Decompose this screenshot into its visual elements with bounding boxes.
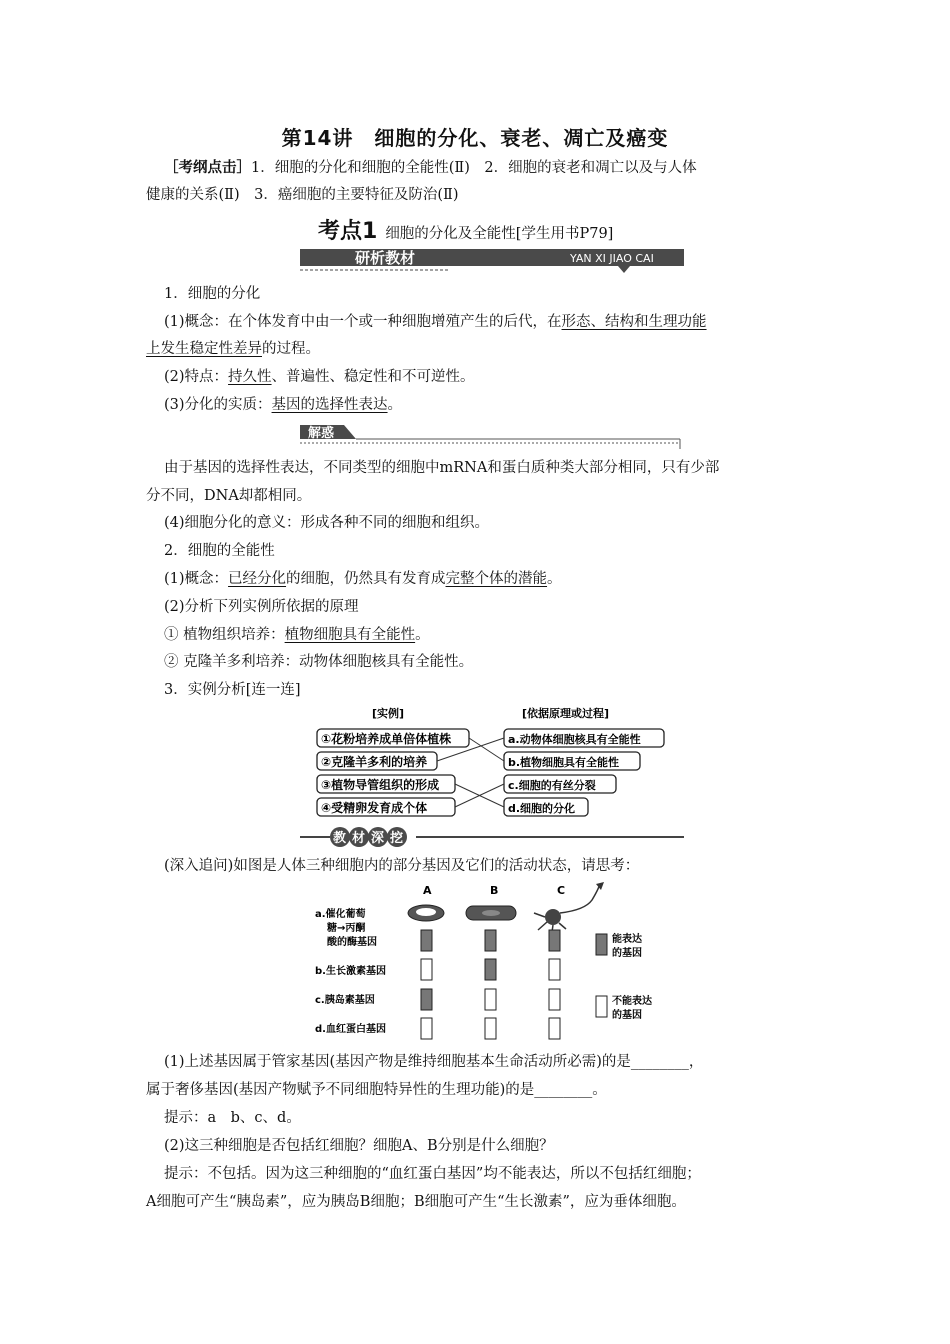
jiehuo-label: 解惑	[308, 426, 335, 441]
sec1-concept-underline-1: 形态、结构和生理功能	[561, 314, 707, 330]
question-1-line1: (1)上述基因属于管家基因(基因产物是维持细胞基本生命活动所必需)的是________，	[164, 1054, 704, 1070]
legend-on-line2: 的基因	[612, 948, 642, 959]
sec2-example-1-end: 。	[415, 627, 430, 643]
jcwj-char-2: 材	[352, 831, 366, 846]
deep-intro: (深入追问)如图是人体三种细胞内的部分基因及它们的活动状态，请思考：	[164, 858, 640, 874]
sec1-feature-label: (2)特点：	[164, 369, 229, 385]
question-1-line2: 属于奢侈基因(基因产物赋予不同细胞特异性的生理功能)的是________。	[146, 1082, 607, 1098]
matching-right-header: [依据原理或过程]	[522, 707, 610, 720]
kaodian-heading	[318, 214, 613, 245]
sec1-essence-end: 。	[387, 397, 403, 413]
sec1-concept-text: (1)概念：在个体发育中由一个或一种细胞增殖产生的后代，在	[164, 314, 562, 330]
jcwj-char-1: 教	[333, 831, 347, 846]
banner-arrow-icon	[618, 266, 630, 273]
cell-b-icon	[466, 906, 516, 920]
answer-2-line1: 提示：不包括。因为这三种细胞的“血红蛋白基因”均不能表达，所以不包括红细胞；	[164, 1166, 701, 1182]
sec1-meaning: (4)细胞分化的意义：形成各种不同的细胞和组织。	[164, 515, 490, 531]
sec2-concept-underline-1: 已经分化	[228, 571, 287, 587]
legend-off-line2: 的基因	[612, 1010, 642, 1021]
sec3-heading: 3．实例分析[连一连]	[164, 682, 301, 698]
sec2-example-2: ② 克隆羊多利培养：动物体细胞核具有全能性。	[164, 654, 474, 670]
col-label-c: C	[557, 884, 566, 897]
gene-c-label: c.胰岛素基因	[315, 995, 375, 1006]
jiehuo-line2: 分不同，DNA却都相同。	[146, 488, 312, 504]
jcwj-char-4: 挖	[390, 831, 404, 846]
gene-a-line2: 糖→丙酮	[327, 923, 366, 934]
sec1-essence	[164, 395, 402, 415]
outline-line-1	[164, 158, 697, 178]
sec2-concept-label: (1)概念：	[164, 571, 229, 587]
gene-a-line3: 酸的酶基因	[327, 937, 377, 948]
page-title: 第14讲 细胞的分化、衰老、凋亡及癌变	[281, 126, 669, 150]
question-2: (2)这三种细胞是否包括红细胞？细胞A、B分别是什么细胞？	[164, 1138, 554, 1154]
sec2-concept-underline-2: 完整个体的潜能	[445, 571, 548, 587]
sec2-heading: 2．细胞的全能性	[164, 543, 275, 559]
matching-right-a: a.动物体细胞核具有全能性	[508, 733, 641, 746]
col-label-b: B	[490, 884, 499, 897]
sec1-heading: 1．细胞的分化	[164, 286, 261, 302]
matching-right-boxes	[504, 729, 664, 816]
outline-label: ［考纲点击］	[164, 159, 251, 176]
sec2-example-1-underline: 植物细胞具有全能性	[284, 627, 416, 643]
matching-left-1: ①花粉培养成单倍体植株	[321, 732, 452, 746]
outline-text-1: 1．细胞的分化和细胞的全能性(Ⅱ) 2．细胞的衰老和凋亡以及与人体	[251, 160, 697, 176]
sec2-analyze: (2)分析下列实例所依据的原理	[164, 599, 359, 615]
matching-lines	[437, 738, 504, 807]
sec2-example-1-label: ① 植物组织培养：	[164, 627, 285, 643]
sec1-feature	[164, 367, 475, 387]
gene-d-label: d.血红蛋白基因	[315, 1024, 386, 1035]
sec1-concept-line2	[146, 339, 320, 359]
gene-bars	[421, 930, 560, 1039]
jcwj-char-3: 深	[371, 831, 385, 846]
jiehuo-banner	[300, 423, 684, 449]
matching-left-2: ②克隆羊多利的培养	[321, 755, 428, 769]
kaodian-text: 细胞的分化及全能性[学生用书P79]	[385, 226, 614, 242]
sec2-concept	[164, 569, 562, 589]
legend-expressed	[596, 932, 642, 959]
answer-1: 提示：a b、c、d。	[164, 1110, 301, 1126]
matching-left-3: ③植物导管组织的形成	[321, 778, 440, 792]
sec1-concept-end: 的过程。	[262, 341, 320, 357]
col-label-a: A	[423, 884, 432, 897]
cell-a-icon	[408, 905, 444, 921]
sec1-essence-underline: 基因的选择性表达	[271, 397, 388, 413]
matching-right-d: d.细胞的分化	[508, 802, 576, 815]
gene-b-label: b.生长激素基因	[315, 966, 386, 977]
matching-left-header: [实例]	[372, 707, 405, 720]
banner-en: YAN XI JIAO CAI	[570, 252, 654, 265]
jiaocaishenwa-banner	[300, 824, 684, 850]
legend-not-expressed	[596, 994, 652, 1021]
banner-cn: 研析教材	[355, 249, 416, 267]
sec1-feature-rest: 、普遍性、稳定性和不可逆性。	[271, 369, 475, 385]
gene-expression-figure	[300, 880, 700, 1050]
kaodian-number: 考点1	[318, 219, 378, 244]
sec1-essence-label: (3)分化的实质：	[164, 397, 272, 413]
banner-yanxijiaocai	[300, 246, 684, 274]
sec2-concept-end: 。	[547, 571, 562, 587]
cell-c-neuron-icon	[534, 882, 604, 932]
matching-diagram	[300, 700, 700, 825]
legend-off-line1: 不能表达	[612, 996, 652, 1007]
matching-right-c: c.细胞的有丝分裂	[508, 779, 596, 792]
gene-a-line1: a.催化葡萄	[315, 909, 366, 920]
sec1-concept-underline-2: 上发生稳定性差异	[146, 341, 262, 357]
sec2-concept-mid: 的细胞，仍然具有发育成	[286, 571, 446, 587]
sec1-concept-line1	[164, 312, 707, 332]
sec1-feature-underline: 持久性	[228, 369, 272, 385]
jiehuo-line1: 由于基因的选择性表达，不同类型的细胞中mRNA和蛋白质种类大部分相同，只有少部	[164, 460, 720, 476]
matching-left-4: ④受精卵发育成个体	[321, 801, 428, 815]
matching-left-boxes	[317, 729, 469, 816]
matching-right-b: b.植物细胞具有全能性	[508, 756, 620, 769]
outline-line-2: 健康的关系(Ⅱ) 3．癌细胞的主要特征及防治(Ⅱ)	[146, 187, 459, 203]
legend-on-line1: 能表达	[612, 934, 642, 945]
answer-2-line2: A细胞可产生“胰岛素”，应为胰岛B细胞；B细胞可产生“生长激素”，应为垂体细胞。	[146, 1194, 686, 1210]
sec2-example-1	[164, 625, 430, 645]
